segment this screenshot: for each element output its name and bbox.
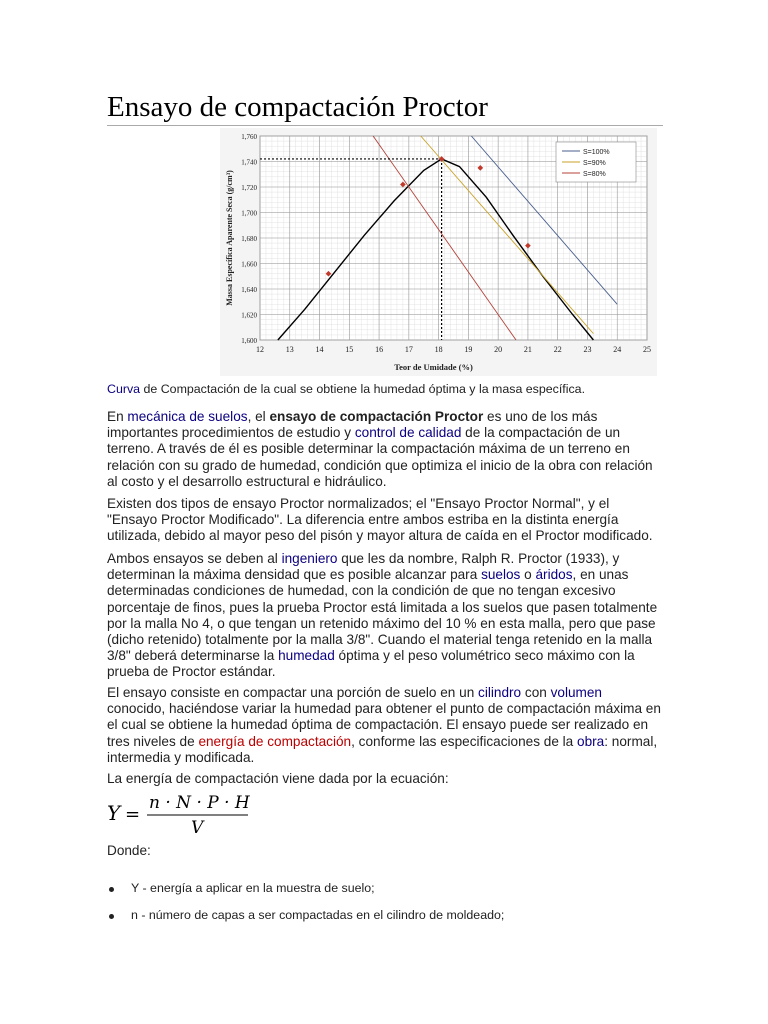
y-tick-label: 1,640 — [241, 286, 257, 294]
y-tick-label: 1,760 — [241, 133, 257, 141]
ingeniero-link[interactable]: ingeniero — [281, 551, 338, 566]
equation-intro: La energía de compactación viene dada por la ecuación: — [107, 771, 449, 786]
procedure-paragraph — [107, 685, 663, 766]
text-run: es uno de los más importantes procedimientos de estudio y — [107, 409, 598, 441]
x-tick-label: 22 — [553, 345, 562, 354]
text-run: o — [520, 567, 536, 583]
equation-numerator: n · N · P · H — [149, 793, 250, 813]
energy-equation — [107, 790, 307, 838]
proctor-chart — [220, 128, 657, 376]
text-run: , en unas determinadas condiciones de humedad, con la condición de que no tengan excesivo porcentaje de finos, pues la prueba Proctor está limitada a los suelos que pasen totalmente por la malla No 4, o que tengan un retenido máximo del 10 % en esta malla, pero que pase (dicho retenido) totalmente por la malla 3/8". Cuando el material tenga retenido en la malla 3/8" deberá determinarse la — [107, 567, 658, 664]
y-tick-label: 1,680 — [241, 235, 257, 243]
list-item-text: Y - energía a aplicar en la muestra de suelo; — [131, 881, 375, 895]
y-axis-label: Massa Específica Aparente Seca (g/cm³) — [225, 170, 234, 306]
control-de-calidad-link[interactable]: control de calidad — [354, 425, 462, 441]
equation-graphic — [107, 790, 307, 838]
x-tick-label: 12 — [256, 345, 264, 354]
volumen-link[interactable]: volumen — [550, 685, 602, 700]
x-tick-label: 25 — [643, 345, 651, 354]
x-tick-label: 18 — [434, 345, 443, 354]
list-item — [107, 907, 663, 924]
legend-label: S=100% — [583, 149, 610, 156]
x-tick-label: 24 — [613, 345, 622, 354]
donde-label: Donde: — [107, 843, 151, 858]
variable-list — [107, 880, 663, 934]
types-paragraph: Existen dos tipos de ensayo Proctor normalizados; el "Ensayo Proctor Normal", y el "Ensayo Proctor Modificado". La diferencia entre ambos estriba en la distinta energía utilizada, debido al mayor peso del pisón y mayor altura de caída en el Proctor modificado. — [107, 496, 653, 544]
equation-denominator: V — [191, 818, 204, 838]
page-title: Ensayo de compactación Proctor — [107, 90, 663, 126]
equation-equals: = — [125, 804, 141, 825]
legend-label: S=90% — [583, 160, 606, 167]
energia-de-compactacion-link[interactable]: energía de compactación — [198, 733, 352, 749]
humedad-link[interactable]: humedad — [278, 648, 335, 664]
x-tick-label: 20 — [494, 345, 503, 354]
caption-text: de Compactación de la cual se obtiene la humedad óptima y la masa específica. — [140, 382, 586, 396]
text-run: con — [521, 685, 551, 700]
proctor-chart-figure — [220, 128, 657, 376]
obra-link[interactable]: obra — [577, 733, 605, 749]
bullet-icon — [109, 914, 114, 919]
x-tick-label: 16 — [375, 345, 384, 354]
text-run: Ambos ensayos se deben al — [107, 551, 282, 566]
x-tick-label: 14 — [315, 345, 324, 354]
intro-paragraph — [107, 409, 663, 490]
y-tick-label: 1,660 — [241, 260, 257, 269]
history-paragraph — [107, 551, 663, 681]
y-tick-label: 1,620 — [241, 311, 257, 320]
x-tick-label: 23 — [583, 345, 592, 354]
y-tick-label: 1,720 — [241, 184, 257, 192]
y-tick-label: 1,740 — [241, 158, 257, 167]
text-run: En — [107, 409, 128, 424]
x-tick-label: 15 — [345, 345, 354, 354]
x-tick-label: 13 — [285, 345, 294, 354]
text-run: El ensayo consiste en compactar una porción de suelo en un — [107, 685, 479, 700]
bold-term: ensayo de compactación Proctor — [269, 409, 484, 424]
x-tick-label: 19 — [464, 345, 473, 354]
equation-lhs: Y — [107, 801, 121, 825]
text-run: , conforme las especificaciones de la — [351, 733, 578, 749]
bullet-icon — [109, 887, 114, 892]
suelos-link[interactable]: suelos — [481, 567, 521, 583]
aridos-link[interactable]: áridos — [535, 567, 573, 583]
list-item — [107, 880, 663, 897]
figure-caption — [107, 381, 663, 398]
legend-label: S=80% — [583, 171, 606, 178]
x-axis-label: Teor de Umidade (%) — [394, 362, 473, 372]
y-tick-label: 1,600 — [241, 337, 257, 345]
text-run: de la compactación de un terreno. A través de él es posible determinar la compactación máxima de un terreno en relación con su grado de humedad, condición que optimiza el inicio de la obra con relación al costo y el desarrollo estructural e hidráulico. — [107, 425, 653, 489]
y-tick-label: 1,700 — [241, 209, 257, 218]
list-item-text: n - número de capas a ser compactadas en el cilindro de moldeado; — [131, 908, 505, 922]
text-run: , el — [247, 409, 270, 424]
x-tick-label: 21 — [523, 345, 532, 354]
text-run: : normal, intermedia y modificada. — [107, 733, 658, 765]
mecanica-de-suelos-link[interactable]: mecánica de suelos — [127, 409, 248, 424]
x-tick-label: 17 — [404, 345, 413, 354]
text-run: que les da nombre, Ralph R. Proctor (1933), y determinan la máxima densidad que es posible alcanzar para — [107, 551, 620, 583]
cilindro-link[interactable]: cilindro — [478, 685, 522, 700]
text-run: óptima y el peso volumétrico seco máximo con la prueba de Proctor estándar. — [107, 648, 635, 680]
curva-link[interactable]: Curva — [107, 382, 141, 396]
text-run: conocido, haciéndose variar la humedad para obtener el punto de compactación máxima en el cual se obtiene la humedad óptima de compactación. El ensayo puede ser realizado en tres niveles de — [107, 701, 661, 749]
